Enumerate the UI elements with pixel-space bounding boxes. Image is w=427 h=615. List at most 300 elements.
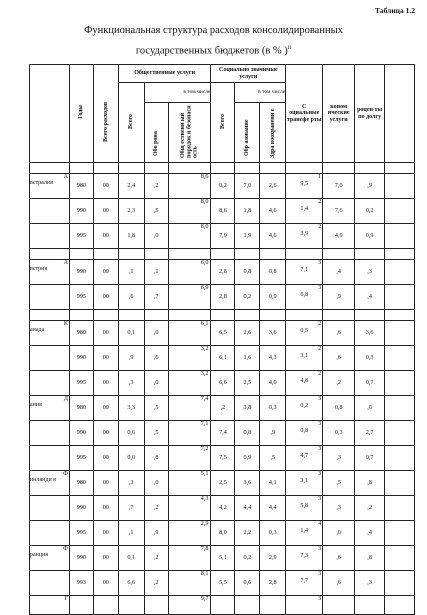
table-row — [30, 371, 415, 396]
ss-total-cell-value: 6,5 — [219, 328, 227, 336]
education-cell — [235, 371, 260, 396]
ss-total-cell — [211, 546, 235, 571]
health-cell-value: 4,4 — [268, 503, 277, 511]
health-cell-value: 4,6 — [268, 231, 277, 239]
extra-cell — [385, 496, 415, 521]
defense-cell — [144, 321, 168, 346]
education-cell-value: 0,2 — [243, 553, 252, 561]
economic-cell-value: 7,6 — [334, 206, 343, 214]
health-cell — [260, 446, 286, 471]
transfers-lead-digit: 3 — [318, 420, 322, 427]
public-order-cell — [168, 224, 211, 249]
ss-total-cell-value: 7,4 — [219, 428, 227, 436]
economic-cell — [323, 546, 355, 571]
ss-total-cell-value: 2,8 — [219, 267, 227, 275]
ps-total-cell — [118, 471, 144, 496]
total-cell — [93, 260, 118, 285]
debt-cell — [355, 321, 385, 346]
defense-cell-value: ,0 — [153, 378, 159, 386]
extra-cell — [385, 596, 415, 615]
ps-total-cell — [118, 446, 144, 471]
economic-cell-value: 0,3 — [334, 428, 343, 436]
debt-cell — [355, 346, 385, 371]
transfers-lead-digit: 4 — [318, 520, 322, 527]
debt-cell — [355, 285, 385, 310]
title-footnote-mark: ii — [287, 45, 292, 51]
ps-total-cell-value: 0,1 — [127, 553, 136, 561]
total-cell-value: 00 — [102, 181, 109, 189]
defense-cell-value: ,9 — [153, 528, 159, 536]
health-cell — [260, 371, 286, 396]
table-row — [30, 174, 415, 199]
total-cell — [93, 321, 118, 346]
total-cell-value: 00 — [102, 267, 109, 275]
debt-cell — [355, 174, 385, 199]
debt-cell-value: 2,7 — [365, 428, 374, 436]
total-cell-value: 00 — [102, 231, 109, 239]
country-cell — [30, 421, 70, 446]
total-cell — [93, 546, 118, 571]
public-order-cell-value: 6,0 — [200, 259, 209, 266]
public-order-cell-value: 6,1 — [200, 320, 209, 327]
defense-cell-value: ,0 — [153, 231, 159, 239]
country-cell — [30, 396, 70, 421]
public-order-cell — [168, 446, 211, 471]
country-cell — [30, 224, 70, 249]
education-cell-value: 3,6 — [243, 478, 252, 486]
year-cell-value: 980 — [76, 328, 86, 336]
ss-total-cell-value: 0,2 — [219, 181, 227, 189]
defense-cell-value: ,2 — [153, 578, 159, 586]
ss-total-cell — [211, 446, 235, 471]
economic-cell-value: 7,0 — [334, 181, 343, 189]
ss-total-cell-value: 6,1 — [219, 353, 227, 361]
country-cell — [30, 471, 70, 496]
transfers-value: 0,8 — [300, 426, 309, 434]
transfers-cell — [286, 224, 323, 249]
public-order-cell — [168, 371, 211, 396]
debt-cell — [355, 199, 385, 224]
education-cell-value: 0,2 — [243, 292, 252, 300]
debt-cell-value: ,8 — [367, 478, 372, 486]
public-order-cell-value: 7,2 — [200, 445, 209, 452]
transfers-cell — [286, 546, 323, 571]
table-row — [30, 521, 415, 546]
ps-total-cell — [118, 224, 144, 249]
ps-total-cell-value: ,9 — [128, 353, 134, 361]
health-cell-value: 2,8 — [268, 578, 277, 586]
transfers-lead-digit: 2 — [318, 370, 322, 377]
transfers-lead-digit: 3 — [318, 545, 322, 552]
public-order-cell-value: 6,9 — [200, 284, 209, 291]
ss-total-cell-value: 2,8 — [219, 292, 227, 300]
spacer-row — [30, 310, 415, 321]
extra-cell — [385, 521, 415, 546]
transfers-cell — [286, 199, 323, 224]
health-cell-value: 4,1 — [268, 478, 277, 486]
table-row — [30, 421, 415, 446]
ps-total-cell — [118, 396, 144, 421]
defense-cell-value: ,2 — [153, 503, 159, 511]
table-row — [30, 496, 415, 521]
health-cell — [260, 471, 286, 496]
country-rest: ранция — [30, 552, 49, 559]
header-education-label: Обр азование — [244, 119, 251, 157]
debt-cell-value: 0,7 — [365, 378, 374, 386]
country-initial: Д — [63, 396, 68, 402]
total-cell-value: 00 — [102, 578, 109, 586]
education-cell — [235, 496, 260, 521]
transfers-lead-digit: 3 — [318, 445, 322, 452]
debt-cell-value: ,9 — [367, 181, 372, 189]
transfers-lead-digit: 3 — [318, 259, 322, 266]
economic-cell — [323, 571, 355, 596]
economic-cell-value: ,6 — [336, 353, 341, 361]
health-cell — [260, 174, 286, 199]
education-cell — [235, 285, 260, 310]
health-cell — [260, 596, 286, 615]
year-cell-value: 995 — [76, 378, 86, 386]
year-cell — [69, 421, 93, 446]
defense-cell — [144, 496, 168, 521]
transfers-cell — [286, 371, 323, 396]
transfers-cell — [286, 285, 323, 310]
country-initial: Ф — [63, 546, 68, 552]
header-education — [235, 103, 260, 163]
economic-cell — [323, 521, 355, 546]
debt-cell-value: 0,7 — [365, 453, 374, 461]
header-public-services: Общественные услуги — [118, 65, 211, 83]
transfers-value: 0,5 — [300, 326, 309, 334]
ps-total-cell-value: ,6 — [128, 292, 134, 300]
transfers-cell — [286, 396, 323, 421]
extra-cell — [385, 285, 415, 310]
total-cell — [93, 224, 118, 249]
transfers-cell — [286, 174, 323, 199]
total-cell — [93, 421, 118, 446]
transfers-value: 7,7 — [300, 576, 309, 584]
header-years — [69, 65, 93, 163]
health-cell-value: 0,3 — [268, 528, 277, 536]
header-extra — [385, 65, 415, 163]
ps-total-cell — [118, 199, 144, 224]
transfers-lead-digit: 2 — [318, 223, 322, 230]
economic-cell-value: ,9 — [336, 292, 341, 300]
debt-cell-value: ,0 — [367, 403, 372, 411]
ss-total-cell-value: 7,5 — [219, 453, 227, 461]
debt-cell — [355, 496, 385, 521]
country-initial: А — [63, 174, 68, 180]
country-initial: Г — [64, 596, 68, 602]
ps-total-cell-value: 1,8 — [127, 231, 136, 239]
country-rest: инлянди я — [30, 477, 56, 484]
debt-cell-value: 0,3 — [365, 353, 374, 361]
ps-total-cell-value: 0,1 — [127, 328, 136, 336]
defense-cell-value: ,0 — [153, 478, 159, 486]
economic-cell-value: ,3 — [336, 503, 341, 511]
ss-total-cell — [211, 496, 235, 521]
extra-cell — [385, 321, 415, 346]
public-order-cell — [168, 321, 211, 346]
education-cell — [235, 521, 260, 546]
education-cell-value: 4,4 — [243, 503, 252, 511]
expenditure-table — [29, 64, 415, 615]
total-cell — [93, 199, 118, 224]
economic-cell — [323, 596, 355, 615]
header-health — [260, 103, 286, 163]
transfers-value: 4,7 — [300, 451, 309, 459]
total-cell — [93, 346, 118, 371]
transfers-cell — [286, 321, 323, 346]
defense-cell — [144, 199, 168, 224]
ps-total-cell-value: ,1 — [128, 528, 134, 536]
education-cell-value: 0,8 — [243, 428, 252, 436]
education-cell-value: 0,9 — [243, 453, 252, 461]
transfers-lead-digit: 3 — [318, 284, 322, 291]
health-cell — [260, 260, 286, 285]
economic-cell — [323, 346, 355, 371]
education-cell — [235, 596, 260, 615]
table-row — [30, 546, 415, 571]
public-order-cell-value: 3,2 — [200, 370, 209, 377]
debt-cell — [355, 571, 385, 596]
ss-total-cell-value: 5,1 — [219, 553, 227, 561]
defense-cell — [144, 224, 168, 249]
table-label: Таблица 1.2 — [375, 6, 415, 15]
total-cell-value: 00 — [102, 528, 109, 536]
ss-total-cell — [211, 471, 235, 496]
economic-cell-value: ,6 — [336, 578, 341, 586]
public-order-cell — [168, 346, 211, 371]
transfers-lead-digit: 3 — [318, 395, 322, 402]
transfers-cell — [286, 346, 323, 371]
country-rest: встрия — [30, 266, 48, 273]
year-cell — [69, 596, 93, 615]
economic-cell — [323, 371, 355, 396]
economic-cell — [323, 421, 355, 446]
country-rest: анада — [30, 327, 45, 334]
health-cell — [260, 199, 286, 224]
education-cell — [235, 260, 260, 285]
health-cell-value: 3,6 — [268, 328, 277, 336]
transfers-lead-digit: 3 — [318, 495, 322, 502]
health-cell — [260, 521, 286, 546]
public-order-cell — [168, 521, 211, 546]
year-cell — [69, 224, 93, 249]
debt-cell — [355, 260, 385, 285]
country-cell — [30, 346, 70, 371]
economic-cell-value: 0,8 — [334, 403, 343, 411]
total-cell — [93, 496, 118, 521]
public-order-cell-value: 7,1 — [200, 420, 209, 427]
transfers-lead-digit: 3 — [318, 470, 322, 477]
ss-total-cell — [211, 571, 235, 596]
debt-cell-value: ,8 — [367, 553, 372, 561]
education-cell — [235, 174, 260, 199]
year-cell-value: 990 — [76, 553, 86, 561]
year-cell-value: 995 — [76, 231, 86, 239]
title-line-2-text: государственных бюджетов (в % ) — [135, 45, 288, 57]
year-cell-value: 980 — [76, 478, 86, 486]
transfers-cell — [286, 596, 323, 615]
country-rest: ания — [30, 402, 42, 409]
transfers-value: 3,1 — [300, 351, 309, 359]
country-cell — [30, 521, 70, 546]
ss-total-cell-value: 2,5 — [219, 478, 227, 486]
total-cell-value: 00 — [102, 428, 109, 436]
transfers-lead-digit: 2 — [318, 198, 322, 205]
health-cell — [260, 396, 286, 421]
economic-cell — [323, 471, 355, 496]
extra-cell — [385, 371, 415, 396]
defense-cell — [144, 521, 168, 546]
defense-cell — [144, 596, 168, 615]
year-cell — [69, 571, 93, 596]
transfers-value: 0,2 — [300, 401, 309, 409]
education-cell — [235, 446, 260, 471]
ps-total-cell-value: 0,6 — [127, 428, 136, 436]
table-row — [30, 396, 415, 421]
health-cell — [260, 546, 286, 571]
table-row — [30, 224, 415, 249]
public-order-cell-value: 8,0 — [200, 223, 209, 230]
education-cell-value: 1,6 — [243, 353, 252, 361]
country-initial: Ф — [63, 471, 68, 477]
economic-cell-value: ,5 — [336, 478, 341, 486]
total-cell — [93, 396, 118, 421]
economic-cell — [323, 321, 355, 346]
country-cell — [30, 596, 70, 615]
year-cell-value: 995 — [76, 292, 86, 300]
debt-cell-value: ,4 — [367, 292, 372, 300]
debt-cell — [355, 471, 385, 496]
education-cell-value: 1,8 — [243, 206, 252, 214]
ps-total-cell-value: ,3 — [128, 378, 134, 386]
total-cell-value: 00 — [102, 206, 109, 214]
economic-cell — [323, 174, 355, 199]
defense-cell-value: ,8 — [153, 453, 159, 461]
public-order-cell — [168, 421, 211, 446]
transfers-value: 5,8 — [300, 501, 309, 509]
debt-cell-value: ,3 — [367, 267, 372, 275]
transfers-value: 4,8 — [300, 376, 309, 384]
debt-cell — [355, 224, 385, 249]
defense-cell-value: ,7 — [153, 292, 159, 300]
health-cell — [260, 346, 286, 371]
year-cell — [69, 371, 93, 396]
year-cell — [69, 285, 93, 310]
education-cell — [235, 346, 260, 371]
transfers-value: 1,4 — [300, 526, 309, 534]
country-cell — [30, 571, 70, 596]
extra-cell — [385, 346, 415, 371]
health-cell-value: 4,3 — [268, 353, 277, 361]
debt-cell — [355, 396, 385, 421]
economic-cell — [323, 446, 355, 471]
public-order-cell — [168, 260, 211, 285]
total-cell-value: 00 — [102, 478, 109, 486]
year-cell — [69, 199, 93, 224]
total-cell — [93, 446, 118, 471]
transfers-value: 3,9 — [300, 229, 309, 237]
total-cell-value: 00 — [102, 328, 109, 336]
header-ps-total — [118, 83, 144, 163]
country-cell — [30, 321, 70, 346]
transfers-cell — [286, 571, 323, 596]
extra-cell — [385, 471, 415, 496]
ps-total-cell — [118, 260, 144, 285]
ss-total-cell — [211, 596, 235, 615]
header-defense — [144, 103, 168, 163]
defense-cell-value: ,2 — [153, 181, 159, 189]
year-cell-value: 995 — [76, 528, 86, 536]
defense-cell-value: ,0 — [153, 328, 159, 336]
transfers-cell — [286, 260, 323, 285]
public-order-cell-value: 8,6 — [200, 173, 209, 180]
total-cell — [93, 285, 118, 310]
ps-total-cell — [118, 321, 144, 346]
extra-cell — [385, 446, 415, 471]
table-row — [30, 471, 415, 496]
defense-cell — [144, 446, 168, 471]
public-order-cell-value: 9,7 — [200, 595, 209, 602]
ps-total-cell — [118, 174, 144, 199]
transfers-value: 6,8 — [300, 290, 309, 298]
ps-total-cell-value: ,1 — [128, 267, 134, 275]
public-order-cell-value: 2,9 — [200, 520, 209, 527]
defense-cell-value: ,1 — [153, 267, 159, 275]
debt-cell — [355, 521, 385, 546]
debt-cell-value: ,4 — [367, 528, 372, 536]
table-title-line-1: Функциональная структура расходов консолидированных — [84, 25, 343, 36]
economic-cell-value: ,3 — [336, 453, 341, 461]
ss-total-cell — [211, 285, 235, 310]
debt-cell-value: 3,6 — [365, 328, 374, 336]
year-cell — [69, 521, 93, 546]
public-order-cell — [168, 571, 211, 596]
country-cell — [30, 260, 70, 285]
ss-total-cell — [211, 321, 235, 346]
ps-total-cell — [118, 285, 144, 310]
transfers-value: 9,5 — [300, 179, 309, 187]
ss-total-cell — [211, 174, 235, 199]
defense-cell-value: ,5 — [153, 428, 159, 436]
transfers-cell — [286, 421, 323, 446]
ss-total-cell-value: 4,2 — [219, 503, 227, 511]
education-cell — [235, 321, 260, 346]
defense-cell-value: ,2 — [153, 553, 159, 561]
ss-total-cell — [211, 521, 235, 546]
education-cell — [235, 396, 260, 421]
header-health-label: Здра воохранени е — [269, 108, 276, 159]
extra-cell — [385, 260, 415, 285]
public-order-cell — [168, 199, 211, 224]
country-cell — [30, 371, 70, 396]
country-cell — [30, 496, 70, 521]
header-economic-services: коном ические услуги — [323, 65, 355, 163]
health-cell-value: 0,3 — [268, 403, 277, 411]
public-order-cell — [168, 471, 211, 496]
defense-cell-value: ,5 — [153, 403, 159, 411]
public-order-cell — [168, 174, 211, 199]
health-cell — [260, 321, 286, 346]
debt-cell-value: ,3 — [367, 578, 372, 586]
transfers-value: 7,1 — [300, 265, 309, 273]
ss-total-cell — [211, 224, 235, 249]
transfers-lead-digit: 2 — [318, 345, 322, 352]
public-order-cell — [168, 396, 211, 421]
ss-total-cell — [211, 260, 235, 285]
